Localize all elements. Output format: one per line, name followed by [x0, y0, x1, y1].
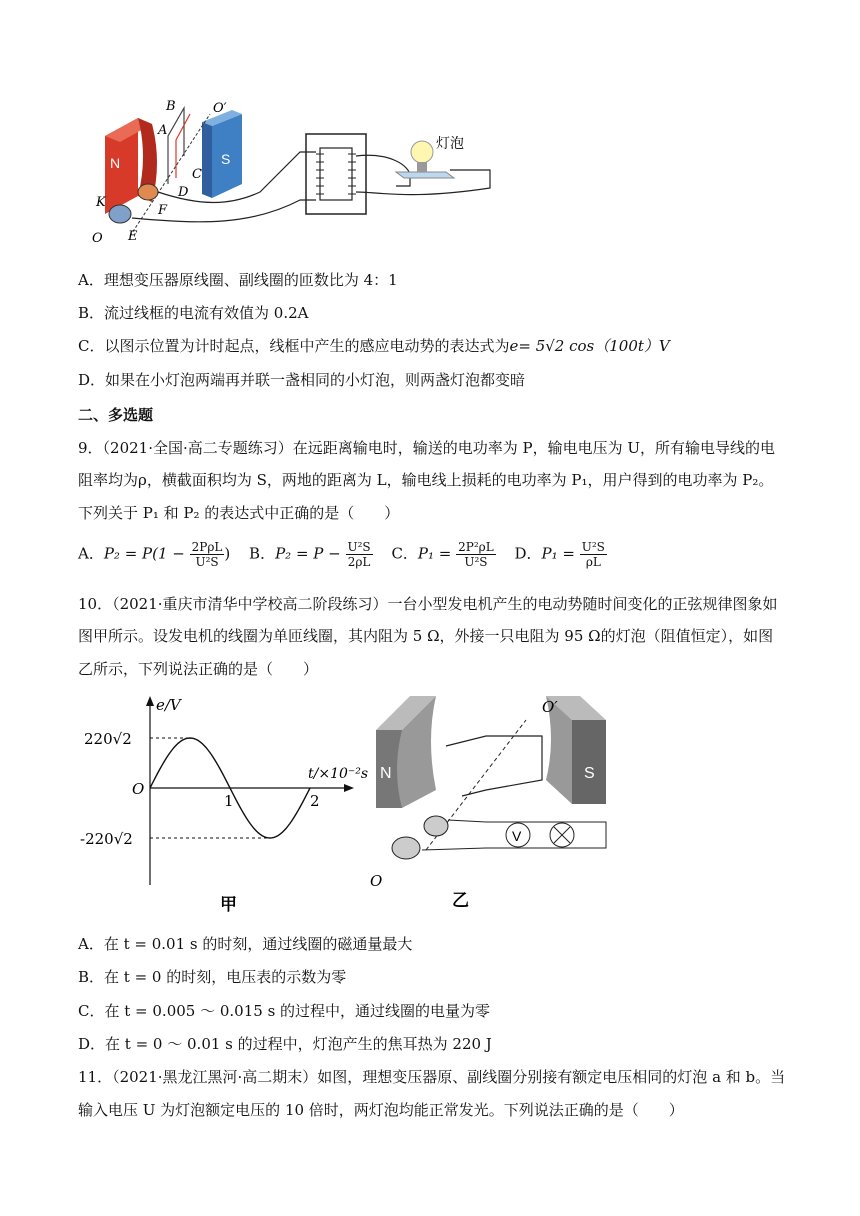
q9-option-c-numerator: 2P²ρL: [458, 540, 494, 554]
q10-line3: 乙所示，下列说法正确的是（ ）: [78, 660, 319, 678]
q9-option-a-close: ): [224, 544, 231, 563]
label-f: F: [158, 203, 168, 218]
q9-option-a-prefix: A．: [78, 544, 104, 563]
ytick-origin: O: [132, 780, 145, 798]
q9-option-a: [78, 540, 230, 569]
magnet-s2-label: S: [584, 765, 595, 782]
q9-option-c-fraction: [456, 540, 496, 569]
q10-option-a: A．在 t = 0.01 s 的时刻，通过线圈的磁通量最大: [78, 935, 413, 953]
q9-option-d-fraction: [580, 540, 607, 569]
xtick-1: 1: [224, 792, 234, 810]
lamp-label: 灯泡: [436, 136, 464, 152]
q9-line3: 下列关于 P₁ 和 P₂ 的表达式中正确的是（ ）: [78, 504, 400, 522]
q8-option-d: D．如果在小灯泡两端再并联一盏相同的小灯泡，则两盏灯泡都变暗: [78, 371, 526, 389]
voltmeter-label: V: [512, 828, 522, 844]
q9-option-c-prefix: C．: [391, 544, 418, 563]
q9-option-b-fraction: [346, 540, 373, 569]
q9-option-d-numerator: U²S: [581, 540, 605, 554]
q9-option-b-denominator: 2ρL: [347, 555, 371, 569]
q9-option-c: [391, 540, 495, 569]
chart-ylabel: e/V: [156, 696, 181, 714]
label-o-prime-2: O′: [542, 698, 558, 716]
label-o-2: O: [370, 872, 383, 890]
chart-xlabel: t/×10⁻²s: [308, 766, 369, 782]
label-b: B: [166, 99, 176, 114]
q9-option-d-denominator: ρL: [585, 555, 601, 569]
chart-caption: 甲: [220, 895, 237, 915]
q9-option-a-lhs: P₂ = P(1 −: [103, 544, 185, 563]
generator-transformer-figure: [80, 96, 510, 256]
q11-line2: 输入电压 U 为灯泡额定电压的 10 倍时，两灯泡均能正常发光。下列说法正确的是（ ）: [78, 1101, 684, 1119]
label-o-prime: O′: [213, 101, 227, 116]
q8-option-b: B．流过线框的电流有效值为 0.2A: [78, 304, 309, 322]
label-c: C: [192, 167, 202, 182]
q9-option-b-lhs: P₂ = P −: [275, 544, 341, 563]
label-e: E: [128, 229, 138, 244]
q9-option-a-fraction: [190, 540, 225, 569]
q9-options: [78, 540, 621, 569]
label-k: K: [96, 195, 106, 210]
magnet-n-label: N: [110, 155, 121, 171]
q11-line1: 11．（2021·黑龙江黑河·高二期末）如图，理想变压器原、副线圈分别接有额定电压相同的灯泡 a 和 b。当: [78, 1068, 786, 1086]
q9-option-d: [514, 540, 606, 569]
figure-caption-2: 乙: [452, 891, 469, 910]
q9-option-d-prefix: D．: [514, 544, 542, 563]
q10-option-d: D．在 t = 0 ～ 0.01 s 的过程中，灯泡产生的焦耳热为 220 J: [78, 1035, 492, 1053]
q9-option-a-numerator: 2PρL: [191, 540, 223, 554]
q8-option-c-equation: e= 5√2 cos（100t）V: [509, 337, 670, 355]
q10-option-b: B．在 t = 0 的时刻，电压表的示数为零: [78, 968, 347, 986]
q8-option-c: [78, 336, 670, 356]
ytick-top: 220√2: [84, 730, 132, 748]
q10-option-c: C．在 t = 0.005 ～ 0.015 s 的过程中，通过线圈的电量为零: [78, 1002, 491, 1020]
label-d: D: [178, 185, 189, 200]
q9-line2: 阻率均为ρ，横截面积均为 S，两地的距离为 L，输电线上损耗的电功率为 P₁，用户得到的电功率为 P₂。: [78, 471, 774, 489]
sine-chart: [80, 690, 370, 920]
q9-line1: 9．（2021·全国·高二专题练习）在远距离输电时，输送的电功率为 P，输电电压为 U，所有输电导线的电: [78, 439, 776, 457]
q10-line1: 10．（2021·重庆市清华中学校高二阶段练习）一台小型发电机产生的电动势随时间变化的正弦规律图象如: [78, 595, 778, 613]
q9-option-b: [249, 540, 373, 569]
label-o: O: [92, 231, 103, 246]
magnet-n2-label: N: [380, 765, 392, 782]
q9-option-a-denominator: U²S: [195, 555, 219, 569]
q8-option-c-text: C．以图示位置为计时起点，线框中产生的感应电动势的表达式为: [78, 337, 510, 355]
q9-option-d-lhs: P₁ =: [541, 544, 575, 563]
q9-option-b-numerator: U²S: [347, 540, 371, 554]
magnet-s-label: S: [221, 151, 231, 167]
label-a: A: [158, 123, 168, 138]
q9-option-b-prefix: B．: [249, 544, 276, 563]
q9-option-c-denominator: U²S: [464, 555, 488, 569]
section-heading: 二、多选题: [78, 406, 154, 424]
xtick-2: 2: [310, 792, 320, 810]
q10-line2: 图甲所示。设发电机的线圈为单匝线圈，其内阻为 5 Ω，外接一只电阻为 95 Ω的灯泡（阻值恒定），如图: [78, 627, 774, 645]
generator-circuit-figure: [366, 680, 616, 910]
ytick-bottom: -220√2: [80, 830, 133, 848]
q8-option-a: A．理想变压器原线圈、副线圈的匝数比为 4：1: [78, 271, 398, 289]
q9-option-c-lhs: P₁ =: [417, 544, 452, 563]
